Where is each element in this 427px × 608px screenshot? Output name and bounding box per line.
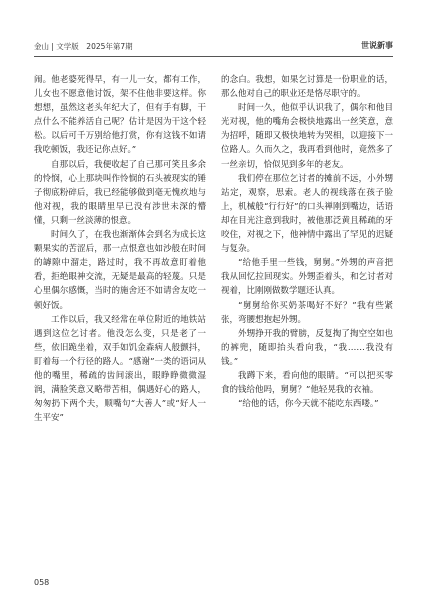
page-number: 058 [34, 578, 50, 587]
left-column [34, 73, 206, 425]
paragraph: 我蹲下来，看向他的眼睛。“可以把买零食的钱给他吗，舅舅？”他轻晃我的衣袖。 [221, 370, 393, 396]
paragraph: 我们停在那位乞讨者的摊前不远，小外甥站定，观察，思索。老人的视线落在孩子脸上，机械般“行行好”的口头禅刚到嘴边，话语却在目光注意到我时，被他那泛黄且稀疏的牙咬住，对视之下，他神情中露出了罕见的迟疑与复杂。 [221, 173, 393, 255]
paragraph: 闹。他老婆死得早，有一儿一女，都有工作，儿女也不愿意他讨饭，架不住他非要这样。你想想，虽然这老头年纪大了，但有手有脚，干点什么不能养活自己呢？估计是因为干这个轻松。以后可千万别给他打赏，你有这钱不如请我吃顿饭，我还记你点好。” [34, 75, 206, 156]
paragraph: 外甥挣开我的臂膀，反复掏了掏空空如也的裤兜，随即抬头看向我，“我……我没有钱。” [221, 328, 393, 367]
paragraph: “给他的话，你今天就不能吃东西喽。” [238, 399, 379, 410]
header-divider [34, 56, 393, 57]
page-header [34, 38, 393, 52]
paragraph: 自那以后，我便收起了自己那可笑且多余的怜悯，心上那块叫作怜悯的石头被现实的锤子彻底粉碎后，我已经能够做到毫无愧疚地与他对视，我的眼睛里早已没有涉世未深的懵懂，只剩一丝淡薄的恨意。 [34, 159, 206, 226]
paragraph: 时间一久，他似乎认识我了，偶尔和他目光对视，他的嘴角会极快地露出一丝笑意，意为招呼，随即又极快地转为哭相，以迎接下一位路人。久而久之，我再看到他时，竟然多了一丝亲切，恰似见到多年的老友。 [221, 103, 393, 170]
paragraph: 的念白。我想，如果乞讨算是一份职业的话，那么他对自己的职业还是恪尽职守的。 [221, 75, 393, 100]
paragraph: 时间久了，在我也渐渐体会到名为成长这颗果实的苦涩后，那一点恨意也如沙般在时间的罅隙中溜走，路过时，我不再故意盯着他看，拒绝眼神交流，无疑是最高的轻蔑。只是心里偶尔感慨，当时的施舍还不如请舍友吃一顿好饭。 [34, 230, 206, 311]
journal-title: 金山 | 文学版 2025年第7期 [34, 42, 133, 51]
right-column [221, 73, 393, 411]
paragraph: “舅舅给你买奶茶喝好不好？”我有些紧张，弯腰想抱起外甥。 [221, 300, 393, 325]
section-title: 世说新事 [361, 41, 393, 50]
paragraph: 工作以后，我又经常在单位附近的地铁站遇到这位乞讨者。他没怎么变，只是老了一些，依旧跪坐着，双手如饥金森病人般颤抖，盯着每一个行径的路人。“感谢”一类的语词从他的嘴里，稀疏的齿间滚出，眼睁睁微微湿润，满脸笑意又略带苦相，偶遇好心的路人，匆匆扔下两个夫，顺嘴句“大善人”或“好人一生平安” [34, 314, 206, 424]
paragraph: “给他手里一些钱，舅舅。”外甥的声音把我从回忆拉回现实。外甥歪着头，和乞讨者对视着，比刚刚做数学题还认真。 [221, 258, 393, 297]
